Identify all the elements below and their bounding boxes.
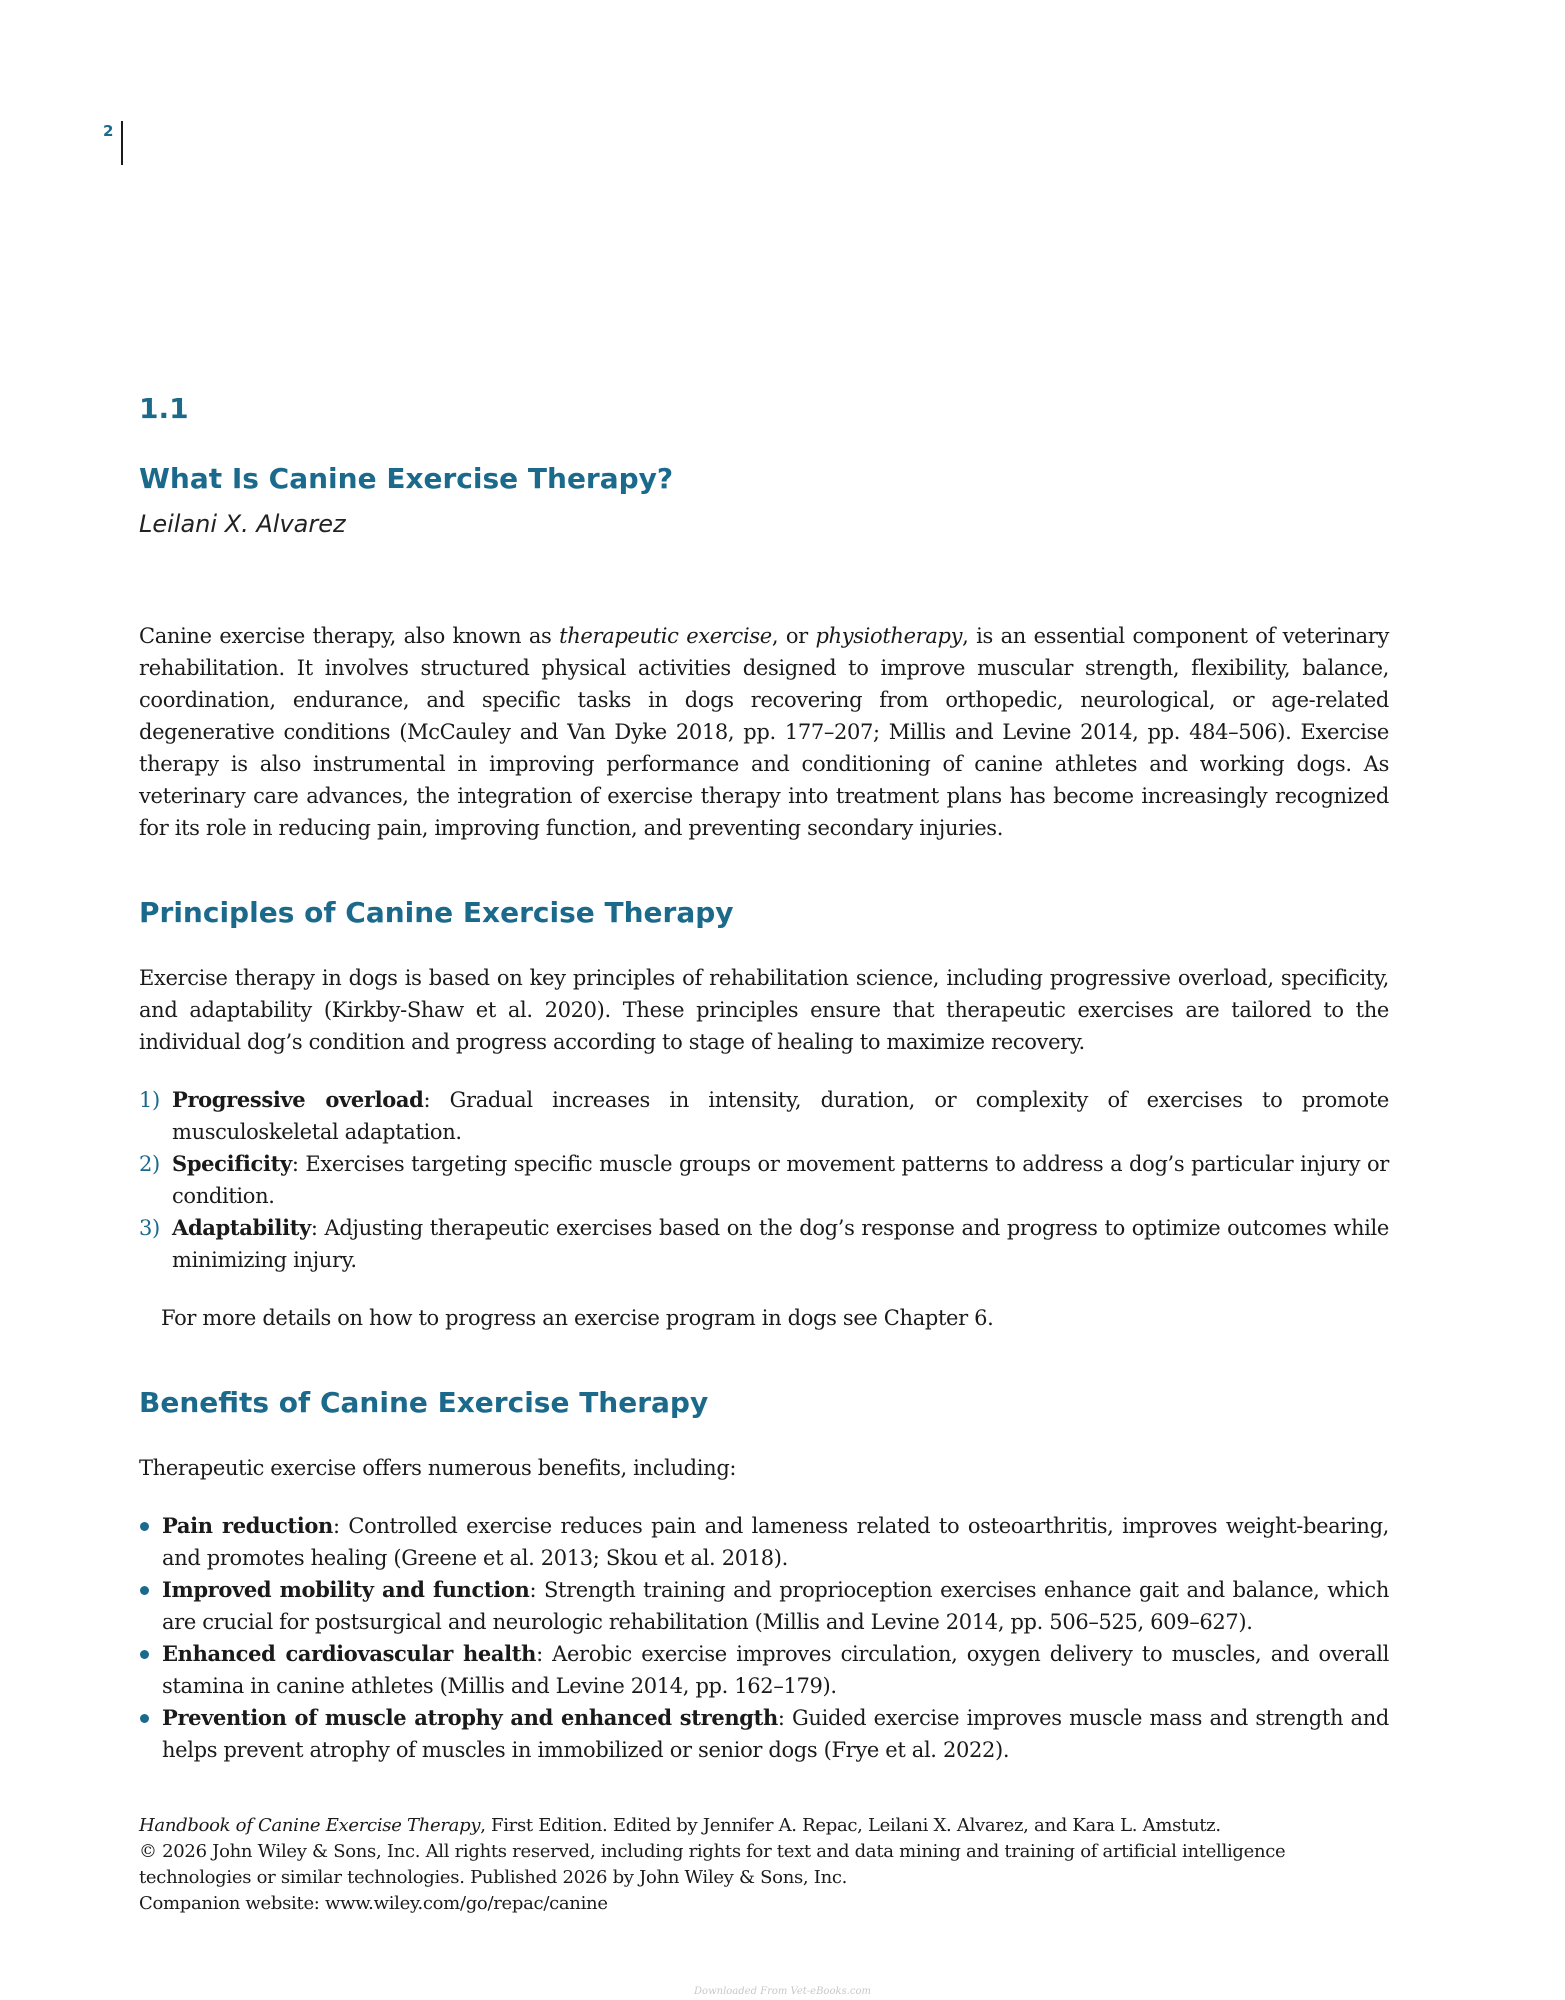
chapter-reference-note: For more details on how to progress an exercise program in dogs see Chapter 6. (161, 1306, 994, 1330)
principles-list (139, 1084, 1389, 1276)
list-item-term: Pain reduction (162, 1513, 333, 1538)
bullet-icon (140, 1522, 149, 1531)
principles-section (139, 962, 1389, 1334)
intro-section (139, 620, 1389, 844)
chapter-title: What Is Canine Exercise Therapy? (139, 462, 674, 495)
benefits-list (139, 1510, 1389, 1766)
term-therapeutic-exercise: therapeutic exercise (559, 624, 772, 648)
list-item-term: Prevention of muscle atrophy and enhanced strength (162, 1705, 778, 1730)
list-item (139, 1702, 1389, 1766)
bullet-icon (140, 1650, 149, 1659)
list-item (139, 1212, 1389, 1276)
principles-intro: Exercise therapy in dogs is based on key principles of rehabilitation science, including progressive overload, specificity, and adaptability (Kirkby-Shaw et al. 2020). These principles ensure that therapeutic exercises are tailored to the individual dog’s condition and progress according to stage of healing to maximize recovery. (139, 966, 1389, 1054)
list-item-term: Enhanced cardiovascular health (162, 1641, 537, 1666)
download-watermark: Downloaded From Vet-eBooks.com (694, 1986, 871, 1997)
list-item (139, 1638, 1389, 1702)
list-item (139, 1148, 1389, 1212)
page-number-rule (121, 121, 123, 165)
book-title: Handbook of Canine Exercise Therapy (139, 1815, 481, 1836)
list-item-text: : Controlled exercise reduces pain and lameness related to osteoarthritis, improves weight-bearing, and promotes healing (Greene et al. 2013; Skou et al. 2018). (162, 1514, 1389, 1570)
list-item-text: : Guided exercise improves muscle mass and strength and helps prevent atrophy of muscles in immobilized or senior dogs (Frye et al. 2022). (162, 1706, 1389, 1762)
list-item-term: Improved mobility and function (162, 1577, 530, 1602)
list-item-text: : Strength training and proprioception exercises enhance gait and balance, which are crucial for postsurgical and neurologic rehabilitation (Millis and Levine 2014, pp. 506–525, 609–627). (162, 1578, 1389, 1634)
benefits-section (139, 1452, 1389, 1766)
list-item-text: : Adjusting therapeutic exercises based on the dog’s response and progress to optimize outcomes while minimizing injury. (172, 1216, 1389, 1272)
list-marker: 3) (139, 1216, 160, 1240)
bullet-icon (140, 1586, 149, 1595)
list-item-text: : Aerobic exercise improves circulation, oxygen delivery to muscles, and overall stamina in canine athletes (Millis and Levine 2014, pp. 162–179). (162, 1642, 1389, 1698)
list-item-term: Adaptability (172, 1215, 311, 1240)
benefits-heading: Benefits of Canine Exercise Therapy (139, 1386, 709, 1419)
list-item (139, 1510, 1389, 1574)
benefits-intro: Therapeutic exercise offers numerous benefits, including: (139, 1456, 737, 1480)
list-item (139, 1574, 1389, 1638)
page-number: 2 (103, 122, 114, 140)
intro-paragraph: Canine exercise therapy, also known as therapeutic exercise, or physiotherapy, is an essential component of veterinary rehabilitation. It involves structured physical activities designed to improve muscular strength, flexibility, balance, coordination, endurance, and specific tasks in dogs recovering from orthopedic, neurological, or age-related degenerative conditions (McCauley and Van Dyke 2018, pp. 177–207; Millis and Levine 2014, pp. 484–506). Exercise therapy is also instrumental in improving performance and conditioning of canine athletes and working dogs. As veterinary care advances, the integration of exercise therapy into treatment plans has become increasingly recognized for its role in reducing pain, improving function, and preventing secondary injuries. (139, 624, 1390, 840)
list-item-text: : Exercises targeting specific muscle groups or movement patterns to address a dog’s particular injury or condition. (172, 1152, 1389, 1208)
list-marker: 1) (139, 1088, 160, 1112)
bullet-icon (140, 1714, 149, 1723)
list-marker: 2) (139, 1152, 160, 1176)
term-physiotherapy: physiotherapy (815, 624, 963, 648)
footer-companion-website: Companion website: www.wiley.com/go/repac/canine (139, 1893, 608, 1914)
chapter-number: 1.1 (139, 392, 189, 425)
list-item (139, 1084, 1389, 1148)
chapter-author: Leilani X. Alvarez (139, 510, 346, 538)
principles-heading: Principles of Canine Exercise Therapy (139, 896, 734, 929)
list-item-term: Progressive overload (172, 1087, 424, 1112)
footer-copyright: © 2026 John Wiley & Sons, Inc. All rights reserved, including rights for text and data mining and training of artificial intelligence technologies or similar technologies. Published 2026 by John Wiley & Sons, Inc. (139, 1841, 1286, 1888)
list-item-text: : Gradual increases in intensity, duration, or complexity of exercises to promote musculoskeletal adaptation. (172, 1088, 1389, 1144)
footer-edition-line: Handbook of Canine Exercise Therapy, First Edition. Edited by Jennifer A. Repac, Leilani X. Alvarez, and Kara L. Amstutz. (139, 1815, 1221, 1836)
copyright-footer (139, 1813, 1389, 1917)
list-item-term: Specificity (172, 1151, 292, 1176)
